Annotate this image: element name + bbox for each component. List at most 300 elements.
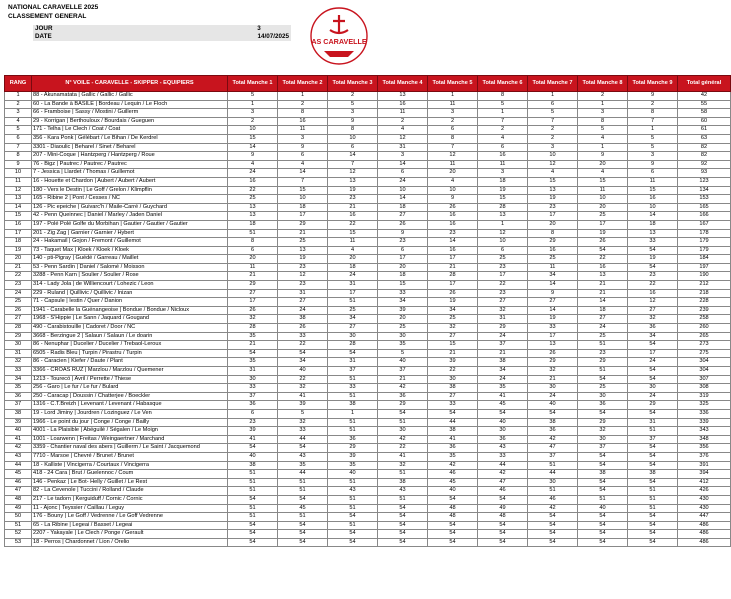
score-cell: 51 [228, 478, 278, 487]
score-cell: 54 [378, 504, 428, 513]
score-cell: 22 [228, 186, 278, 195]
score-cell: 27 [278, 298, 328, 307]
total-cell: 178 [678, 229, 731, 238]
rank-cell: 13 [5, 195, 32, 204]
score-cell: 1 [278, 92, 328, 101]
score-cell: 23 [278, 281, 328, 290]
score-cell: 2 [328, 92, 378, 101]
score-cell: 54 [628, 444, 678, 453]
rank-cell: 33 [5, 367, 32, 376]
score-cell: 14 [278, 169, 328, 178]
score-cell: 14 [528, 281, 578, 290]
score-cell: 54 [278, 538, 328, 547]
score-cell: 42 [428, 461, 478, 470]
score-cell: 54 [228, 521, 278, 530]
score-cell: 30 [428, 375, 478, 384]
score-cell: 19 [328, 186, 378, 195]
score-cell: 35 [378, 341, 428, 350]
rank-cell: 27 [5, 315, 32, 324]
rank-cell: 50 [5, 513, 32, 522]
score-cell: 1 [528, 92, 578, 101]
total-cell: 42 [678, 92, 731, 101]
score-cell: 11 [478, 160, 528, 169]
score-cell: 3 [428, 109, 478, 118]
crew-cell: 3668 - Berzingue 2 | Salaun / Salaun / Le doarin [32, 332, 228, 341]
score-cell: 5 [478, 100, 528, 109]
score-cell: 54 [328, 538, 378, 547]
score-cell: 24 [228, 169, 278, 178]
score-cell: 1 [578, 143, 628, 152]
rank-cell: 51 [5, 521, 32, 530]
score-cell: 11 [628, 177, 678, 186]
score-cell: 16 [378, 100, 428, 109]
score-cell: 23 [278, 263, 328, 272]
rank-cell: 52 [5, 530, 32, 539]
score-cell: 1 [328, 409, 378, 418]
score-cell: 5 [528, 109, 578, 118]
crew-cell: 146 - Penkaz | Le Bot- Helly / Guillet / Le Rest [32, 478, 228, 487]
rank-cell: 6 [5, 134, 32, 143]
score-cell: 38 [478, 358, 528, 367]
rank-cell: 9 [5, 160, 32, 169]
column-header: Total Manche 2 [278, 76, 328, 92]
score-cell: 15 [228, 134, 278, 143]
score-cell: 51 [328, 375, 378, 384]
total-cell: 273 [678, 341, 731, 350]
score-cell: 31 [228, 367, 278, 376]
total-cell: 165 [678, 203, 731, 212]
rank-cell: 21 [5, 263, 32, 272]
score-cell: 15 [328, 229, 378, 238]
date-value: 14/07/2025 [257, 33, 289, 40]
score-cell: 44 [478, 461, 528, 470]
total-cell: 153 [678, 195, 731, 204]
score-cell: 23 [478, 289, 528, 298]
score-cell: 5 [328, 100, 378, 109]
score-cell: 42 [378, 435, 428, 444]
total-cell: 486 [678, 521, 731, 530]
score-cell: 39 [228, 427, 278, 436]
crew-cell: 229 - Ruland | Quillivic / Quillivic / Inizan [32, 289, 228, 298]
score-cell: 34 [478, 367, 528, 376]
total-cell: 82 [678, 143, 731, 152]
score-cell: 54 [478, 495, 528, 504]
total-cell: 304 [678, 367, 731, 376]
score-cell: 9 [378, 229, 428, 238]
score-cell: 16 [228, 177, 278, 186]
score-cell: 17 [578, 220, 628, 229]
score-cell: 1 [228, 100, 278, 109]
score-cell: 7 [328, 160, 378, 169]
score-cell: 42 [528, 435, 578, 444]
score-cell: 25 [478, 255, 528, 264]
crew-cell: 3359 - Chantier naval des abers | Guillerm / Le Saint / Jacquemond [32, 444, 228, 453]
crew-cell: 86 - Caracien | Kiefer / Daute / Plant [32, 358, 228, 367]
table-row [5, 478, 731, 487]
score-cell: 14 [578, 298, 628, 307]
score-cell: 3 [378, 152, 428, 161]
rank-cell: 32 [5, 358, 32, 367]
score-cell: 37 [328, 367, 378, 376]
score-cell: 2 [478, 126, 528, 135]
score-cell: 10 [578, 195, 628, 204]
score-cell: 54 [378, 409, 428, 418]
score-cell: 18 [378, 203, 428, 212]
score-cell: 8 [328, 126, 378, 135]
score-cell: 6 [528, 100, 578, 109]
score-cell: 23 [378, 238, 428, 247]
score-cell: 14 [628, 212, 678, 221]
score-cell: 44 [278, 435, 328, 444]
score-cell: 19 [578, 229, 628, 238]
score-cell: 4 [578, 169, 628, 178]
rank-cell: 48 [5, 495, 32, 504]
table-row [5, 427, 731, 436]
score-cell: 29 [578, 418, 628, 427]
crew-cell: 1966 - Le point du jour | Conge / Conge / Bailly [32, 418, 228, 427]
score-cell: 38 [228, 461, 278, 470]
score-cell: 15 [428, 341, 478, 350]
score-cell: 5 [228, 92, 278, 101]
crew-cell: 66 - Framboise | Sassy / Mostini / Guillerm [32, 109, 228, 118]
table-row [5, 538, 731, 547]
score-cell: 51 [578, 341, 628, 350]
crew-cell: 171 - Telha | Le Clech / Coat / Coat [32, 126, 228, 135]
score-cell: 6 [228, 246, 278, 255]
score-cell: 6 [378, 246, 428, 255]
score-cell: 14 [328, 152, 378, 161]
score-cell: 10 [528, 152, 578, 161]
table-row [5, 349, 731, 358]
score-cell: 25 [328, 306, 378, 315]
total-cell: 304 [678, 358, 731, 367]
score-cell: 34 [328, 315, 378, 324]
score-cell: 20 [528, 220, 578, 229]
score-cell: 26 [428, 203, 478, 212]
table-row [5, 332, 731, 341]
score-cell: 9 [628, 92, 678, 101]
score-cell: 24 [628, 358, 678, 367]
score-cell: 20 [428, 169, 478, 178]
crew-cell: 7 - Jessica | Llardet / Thomas / Guillemot [32, 169, 228, 178]
column-header: Total général [678, 76, 731, 92]
score-cell: 45 [278, 504, 328, 513]
crew-cell: 250 - Caracap | Doussin / Chatterjee / Boeckler [32, 392, 228, 401]
score-cell: 47 [528, 444, 578, 453]
rank-cell: 30 [5, 341, 32, 350]
score-cell: 7 [478, 117, 528, 126]
score-cell: 4 [478, 134, 528, 143]
score-cell: 13 [228, 203, 278, 212]
crew-cell: 3288 - Penn Karn | Soulier / Soulier / Rose [32, 272, 228, 281]
score-cell: 54 [578, 487, 628, 496]
score-cell: 18 [578, 306, 628, 315]
score-cell: 14 [428, 238, 478, 247]
table-row [5, 444, 731, 453]
score-cell: 23 [578, 349, 628, 358]
score-cell: 36 [328, 435, 378, 444]
score-cell: 54 [278, 495, 328, 504]
total-cell: 356 [678, 444, 731, 453]
score-cell: 54 [378, 521, 428, 530]
score-cell: 25 [528, 255, 578, 264]
score-cell: 45 [428, 478, 478, 487]
event-subtitle: CLASSEMENT GENERAL [8, 13, 87, 20]
score-cell: 29 [478, 324, 528, 333]
score-cell: 20 [578, 203, 628, 212]
score-cell: 54 [478, 538, 528, 547]
score-cell: 33 [628, 238, 678, 247]
score-cell: 51 [278, 487, 328, 496]
score-cell: 37 [628, 435, 678, 444]
score-cell: 16 [428, 220, 478, 229]
score-cell: 40 [528, 401, 578, 410]
score-cell: 34 [528, 272, 578, 281]
score-cell: 54 [278, 530, 328, 539]
score-cell: 54 [428, 538, 478, 547]
score-cell: 5 [378, 349, 428, 358]
score-cell: 54 [628, 452, 678, 461]
score-cell: 19 [528, 195, 578, 204]
score-cell: 27 [228, 289, 278, 298]
score-cell: 32 [478, 306, 528, 315]
crew-cell: 24 - Hakamail | Gojon / Fremont / Guillemot [32, 238, 228, 247]
column-header: Total Manche 3 [328, 76, 378, 92]
score-cell: 3 [628, 152, 678, 161]
score-cell: 12 [628, 298, 678, 307]
table-row [5, 152, 731, 161]
score-cell: 54 [228, 538, 278, 547]
score-cell: 51 [628, 427, 678, 436]
score-cell: 30 [378, 427, 428, 436]
score-cell: 51 [578, 367, 628, 376]
score-cell: 33 [528, 324, 578, 333]
jour-value: 3 [257, 25, 261, 32]
table-row [5, 401, 731, 410]
score-cell: 23 [428, 229, 478, 238]
score-cell: 34 [278, 358, 328, 367]
crew-cell: 2207 - Yakayale | Le Clech / Ponge / Gerault [32, 530, 228, 539]
rank-cell: 36 [5, 392, 32, 401]
score-cell: 54 [578, 375, 628, 384]
score-cell: 2 [428, 117, 478, 126]
score-cell: 11 [278, 126, 328, 135]
crew-cell: 1213 - Tourecó | Avril / Perrette / Thiese [32, 375, 228, 384]
score-cell: 35 [328, 461, 378, 470]
score-cell: 19 [478, 186, 528, 195]
score-cell: 33 [278, 427, 328, 436]
score-cell: 3 [528, 143, 578, 152]
score-cell: 49 [478, 504, 528, 513]
score-cell: 44 [278, 470, 328, 479]
score-cell: 36 [378, 392, 428, 401]
crew-cell: 314 - Lady Jola | de Williencourt / Lohezic / Leon [32, 281, 228, 290]
score-cell: 32 [378, 461, 428, 470]
score-cell: 27 [328, 324, 378, 333]
score-cell: 4 [578, 134, 628, 143]
crew-cell: 82 - La Cevenole | Tuccini / Rolland / Claude [32, 487, 228, 496]
score-cell: 33 [478, 452, 528, 461]
total-cell: 134 [678, 186, 731, 195]
score-cell: 27 [378, 212, 428, 221]
score-cell: 24 [278, 306, 328, 315]
score-cell: 30 [378, 332, 428, 341]
total-cell: 184 [678, 255, 731, 264]
crew-cell: 140 - pti-Pigray | Guédé / Garreau / Maillet [32, 255, 228, 264]
score-cell: 51 [228, 470, 278, 479]
score-cell: 11 [528, 263, 578, 272]
score-cell: 39 [278, 401, 328, 410]
crew-cell: 201 - Zig Zag | Garnier / Garnier / Hybert [32, 229, 228, 238]
score-cell: 40 [478, 418, 528, 427]
score-cell: 32 [578, 427, 628, 436]
club-logo [309, 6, 369, 66]
total-cell: 447 [678, 513, 731, 522]
total-cell: 260 [678, 324, 731, 333]
score-cell: 1 [478, 109, 528, 118]
score-cell: 17 [428, 281, 478, 290]
score-cell: 12 [328, 169, 378, 178]
total-cell: 275 [678, 349, 731, 358]
crew-cell: 126 - Pic epeiche | Guivarc'h / Maile-Carré / Guychard [32, 203, 228, 212]
score-cell: 6 [628, 169, 678, 178]
crew-cell: 4001 - La Plaisible | Abéguilé / Ségalen / Le Moign [32, 427, 228, 436]
score-cell: 16 [428, 212, 478, 221]
score-cell: 11 [428, 100, 478, 109]
score-cell: 9 [578, 152, 628, 161]
score-cell: 25 [428, 315, 478, 324]
score-cell: 23 [478, 263, 528, 272]
score-cell: 4 [278, 160, 328, 169]
score-cell: 38 [578, 470, 628, 479]
score-cell: 54 [628, 263, 678, 272]
score-cell: 2 [228, 117, 278, 126]
score-cell: 3 [578, 109, 628, 118]
rank-cell: 2 [5, 100, 32, 109]
table-row [5, 375, 731, 384]
column-header: Total Manche 8 [578, 76, 628, 92]
score-cell: 32 [628, 315, 678, 324]
score-cell: 54 [328, 349, 378, 358]
score-cell: 39 [328, 452, 378, 461]
score-cell: 54 [578, 521, 628, 530]
rank-cell: 43 [5, 452, 32, 461]
score-cell: 40 [428, 487, 478, 496]
score-cell: 28 [328, 341, 378, 350]
rank-cell: 18 [5, 238, 32, 247]
total-cell: 60 [678, 117, 731, 126]
crew-cell: 197 - Polé Polé Golfe du Morbihan | Gautier / Gautier / Gautier [32, 220, 228, 229]
crew-cell: 86 - Nenuphar | Ducelier / Ducelier / Trebaol-Leroux [32, 341, 228, 350]
score-cell: 19 [278, 255, 328, 264]
score-cell: 51 [228, 229, 278, 238]
score-cell: 51 [328, 392, 378, 401]
crew-cell: 53 - Penn Sardin | Daniel / Salomé / Moisson [32, 263, 228, 272]
total-cell: 258 [678, 315, 731, 324]
score-cell: 12 [478, 229, 528, 238]
crew-cell: 1316 - C.T.Breizh | Levenant / Levenant / Habasque [32, 401, 228, 410]
score-cell: 6 [428, 126, 478, 135]
total-cell: 412 [678, 478, 731, 487]
score-cell: 54 [378, 530, 428, 539]
score-cell: 26 [228, 306, 278, 315]
score-cell: 8 [478, 92, 528, 101]
score-cell: 51 [228, 487, 278, 496]
score-cell: 25 [578, 332, 628, 341]
score-cell: 24 [478, 375, 528, 384]
score-cell: 32 [528, 367, 578, 376]
score-cell: 1 [628, 126, 678, 135]
score-cell: 54 [228, 530, 278, 539]
score-cell: 4 [228, 160, 278, 169]
score-cell: 54 [628, 478, 678, 487]
score-cell: 24 [378, 177, 428, 186]
score-cell: 15 [578, 177, 628, 186]
score-cell: 2 [528, 126, 578, 135]
table-row [5, 298, 731, 307]
score-cell: 4 [328, 246, 378, 255]
score-cell: 33 [428, 401, 478, 410]
score-cell: 54 [528, 521, 578, 530]
score-cell: 44 [528, 470, 578, 479]
score-cell: 38 [628, 470, 678, 479]
score-cell: 51 [278, 478, 328, 487]
score-cell: 54 [228, 444, 278, 453]
score-cell: 8 [428, 134, 478, 143]
table-row [5, 186, 731, 195]
score-cell: 44 [428, 418, 478, 427]
total-cell: 166 [678, 212, 731, 221]
total-cell: 58 [678, 109, 731, 118]
total-cell: 218 [678, 289, 731, 298]
score-cell: 54 [528, 538, 578, 547]
column-header: Total Manche 4 [378, 76, 428, 92]
column-header: Total Manche 9 [628, 76, 678, 92]
score-cell: 5 [628, 134, 678, 143]
score-cell: 9 [278, 143, 328, 152]
table-row [5, 392, 731, 401]
score-cell: 27 [578, 315, 628, 324]
score-cell: 36 [578, 401, 628, 410]
score-cell: 29 [528, 358, 578, 367]
total-cell: 325 [678, 401, 731, 410]
total-cell: 197 [678, 263, 731, 272]
score-cell: 9 [328, 117, 378, 126]
score-cell: 14 [378, 160, 428, 169]
score-cell: 17 [478, 272, 528, 281]
score-cell: 41 [278, 392, 328, 401]
score-cell: 51 [328, 427, 378, 436]
rank-cell: 31 [5, 349, 32, 358]
score-cell: 43 [378, 487, 428, 496]
rank-cell: 11 [5, 177, 32, 186]
score-cell: 20 [378, 263, 428, 272]
score-cell: 13 [528, 186, 578, 195]
score-cell: 14 [228, 143, 278, 152]
total-cell: 308 [678, 384, 731, 393]
score-cell: 14 [378, 195, 428, 204]
table-row [5, 461, 731, 470]
score-cell: 54 [478, 521, 528, 530]
score-cell: 23 [328, 195, 378, 204]
score-cell: 37 [378, 367, 428, 376]
score-cell: 37 [578, 444, 628, 453]
score-cell: 27 [528, 298, 578, 307]
score-cell: 30 [628, 384, 678, 393]
rank-cell: 28 [5, 324, 32, 333]
score-cell: 51 [328, 418, 378, 427]
table-row [5, 117, 731, 126]
